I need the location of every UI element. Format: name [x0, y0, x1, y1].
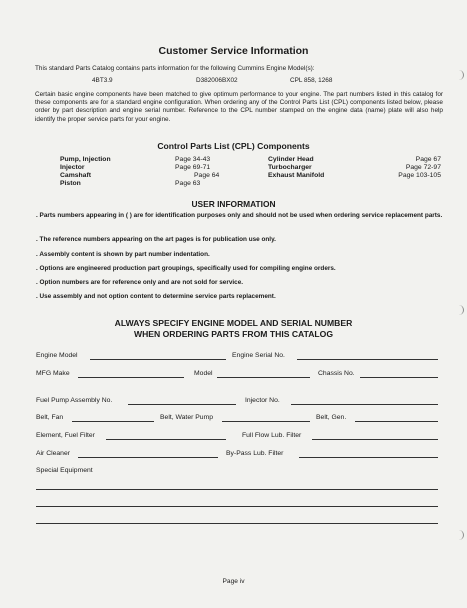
engine-model-value: 4BT3.9	[92, 77, 113, 84]
document-number: D382006BX02	[196, 77, 238, 84]
belt-fan-label: Belt, Fan	[36, 414, 64, 421]
special-equipment-label: Special Equipment	[36, 467, 93, 474]
chassis-label: Chassis No.	[318, 370, 355, 377]
cpl-item-name: Turbocharger	[268, 164, 312, 171]
fuel-pump-label: Fuel Pump Assembly No.	[36, 397, 113, 404]
engine-serial-label: Engine Serial No.	[232, 352, 285, 359]
model-label: Model	[194, 370, 213, 377]
always-specify-line2: WHEN ORDERING PARTS FROM THIS CATALOG	[133, 329, 334, 339]
mfg-make-field[interactable]	[78, 377, 184, 378]
cpl-item-name: Camshaft	[60, 172, 91, 179]
cpl-item-page: Page 63	[175, 180, 201, 187]
belt-fan-field[interactable]	[72, 421, 154, 422]
full-flow-filter-label: Full Flow Lub. Filter	[242, 432, 302, 439]
full-flow-filter-field[interactable]	[312, 439, 438, 440]
user-info-bullet: . Assembly content is shown by part number indentation.	[36, 251, 210, 258]
binder-hole-mark	[457, 70, 464, 80]
fuel-pump-field[interactable]	[128, 404, 236, 405]
cpl-heading: Control Parts List (CPL) Components	[157, 141, 310, 151]
engine-serial-field[interactable]	[297, 359, 438, 360]
cpl-item-name: Piston	[60, 180, 81, 187]
bypass-filter-field[interactable]	[299, 457, 438, 458]
model-field[interactable]	[217, 377, 310, 378]
air-cleaner-field[interactable]	[78, 457, 218, 458]
cpl-item-page: Page 72-97	[405, 164, 441, 171]
user-info-bullet: . The reference numbers appearing on the art pages is for publication use only.	[36, 236, 276, 243]
cpl-item-name: Injector	[60, 164, 85, 171]
belt-gen-label: Belt, Gen.	[316, 414, 347, 421]
user-information-heading: USER INFORMATION	[191, 199, 276, 209]
engine-model-field[interactable]	[90, 359, 226, 360]
cpl-item-page: Page 67	[415, 156, 441, 163]
injector-no-label: Injector No.	[245, 397, 280, 404]
belt-water-pump-label: Belt, Water Pump	[160, 414, 214, 421]
user-info-bullet: . Option numbers are for reference only and are not sold for service.	[36, 279, 244, 286]
cpl-numbers: CPL 858, 1268	[290, 77, 333, 84]
cpl-item-page: Page 103-105	[398, 172, 441, 179]
element-fuel-filter-field[interactable]	[106, 439, 226, 440]
intro-paragraph: Certain basic engine components have been matched to give optimum performance to your engine. The part numbers listed in this catalog for these components are for a standard engine configuration. When ordering any of the Control Parts List (CPL) components listed below, please order by part description and engine serial number. Reference to the CPL number stamped on the engine data (name) plate will also help identify the proper service parts for your engine.	[35, 91, 443, 123]
cpl-item-name: Pump, Injection	[60, 156, 111, 163]
binder-hole-mark	[457, 530, 464, 540]
page-number: Page iv	[222, 578, 245, 585]
cpl-item-name: Cylinder Head	[268, 156, 314, 163]
page-heading: Customer Service Information	[158, 45, 309, 57]
user-info-bullet: . Options are engineered production part groupings, specifically used for compiling engine orders.	[36, 265, 336, 272]
cpl-item-page: Page 64	[194, 172, 220, 179]
injector-no-field[interactable]	[291, 404, 438, 405]
user-info-bullet: . Parts numbers appearing in ( ) are for identification purposes only and should not be used when ordering service replacement parts.	[36, 212, 443, 219]
special-equipment-line[interactable]	[36, 506, 438, 507]
cpl-item-name: Exhaust Manifold	[268, 172, 325, 179]
intro-text: This standard Parts Catalog contains parts information for the following Cummins Engine Model(s):	[35, 65, 315, 72]
belt-water-pump-field[interactable]	[222, 421, 310, 422]
binder-hole-mark	[457, 305, 464, 315]
engine-model-label: Engine Model	[36, 352, 78, 359]
cpl-item-page: Page 69-71	[175, 164, 211, 171]
bypass-filter-label: By-Pass Lub. Filter	[226, 450, 284, 457]
special-equipment-line[interactable]	[36, 523, 438, 524]
air-cleaner-label: Air Cleaner	[36, 450, 70, 457]
chassis-field[interactable]	[360, 377, 438, 378]
special-equipment-line[interactable]	[36, 489, 438, 490]
element-fuel-filter-label: Element, Fuel Filter	[36, 432, 95, 439]
belt-gen-field[interactable]	[355, 421, 438, 422]
always-specify-line1: ALWAYS SPECIFY ENGINE MODEL AND SERIAL NUMBER	[114, 318, 353, 328]
user-info-bullet: . Use assembly and not option content to determine service parts replacement.	[36, 293, 276, 300]
cpl-item-page: Page 34-43	[175, 156, 211, 163]
mfg-make-label: MFG Make	[36, 370, 70, 377]
